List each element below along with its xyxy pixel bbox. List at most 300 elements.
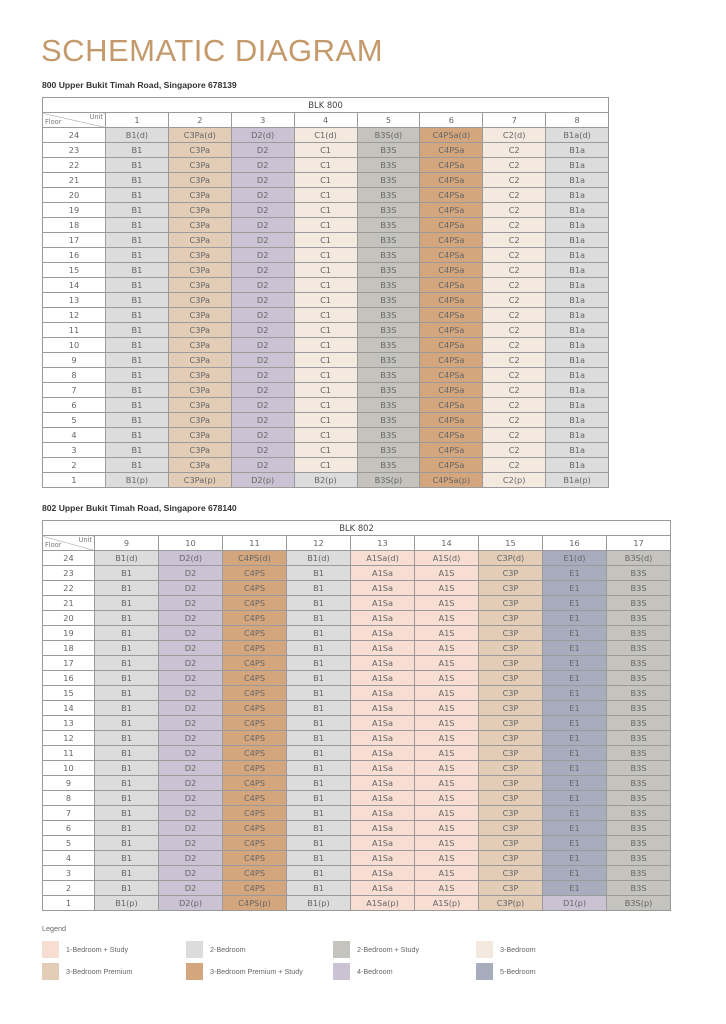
unit-type-cell: B1 <box>287 626 351 641</box>
block-header-row <box>43 98 609 113</box>
unit-type-cell: B3S <box>357 398 420 413</box>
unit-type-cell: B1 <box>95 851 159 866</box>
floor-row <box>43 428 609 443</box>
unit-type-cell: C1 <box>294 398 357 413</box>
floor-number: 2 <box>43 881 95 896</box>
unit-type-cell: B1 <box>95 866 159 881</box>
unit-type-cell: B1a <box>546 218 609 233</box>
unit-type-cell: B3S <box>607 881 671 896</box>
unit-type-cell: B3S <box>357 263 420 278</box>
unit-type-cell: B1a <box>546 368 609 383</box>
unit-type-cell: B1a <box>546 233 609 248</box>
unit-type-cell: E1 <box>543 746 607 761</box>
unit-type-cell: B1 <box>106 308 169 323</box>
floor-number: 20 <box>43 611 95 626</box>
floor-row <box>43 308 609 323</box>
unit-type-cell: C3P <box>479 686 543 701</box>
unit-type-cell: A1Sa <box>351 626 415 641</box>
unit-type-cell: C3Pa <box>168 413 231 428</box>
unit-type-cell: A1S <box>415 836 479 851</box>
floor-number: 17 <box>43 233 106 248</box>
unit-type-cell: C2 <box>483 383 546 398</box>
unit-type-cell: C3P <box>479 881 543 896</box>
unit-type-cell: C2 <box>483 188 546 203</box>
unit-type-cell: C1 <box>294 308 357 323</box>
unit-type-cell: E1 <box>543 671 607 686</box>
unit-type-cell: B3S <box>607 701 671 716</box>
unit-type-cell: A1Sa <box>351 761 415 776</box>
unit-type-cell: C3P(d) <box>479 551 543 566</box>
unit-type-cell: C2 <box>483 413 546 428</box>
floor-number: 4 <box>43 851 95 866</box>
unit-type-cell: E1 <box>543 776 607 791</box>
floor-row <box>43 701 671 716</box>
unit-type-cell: D2 <box>159 851 223 866</box>
unit-type-cell: C3Pa <box>168 218 231 233</box>
unit-type-cell: A1Sa <box>351 791 415 806</box>
unit-type-cell: C2 <box>483 308 546 323</box>
floor-row <box>43 731 671 746</box>
unit-type-cell: C3P <box>479 866 543 881</box>
floor-row <box>43 716 671 731</box>
floor-number: 9 <box>43 353 106 368</box>
unit-number: 15 <box>479 536 543 551</box>
unit-type-cell: C4PS(d) <box>223 551 287 566</box>
unit-type-cell: B1a <box>546 443 609 458</box>
unit-type-cell: B1a <box>546 428 609 443</box>
unit-type-cell: C1 <box>294 173 357 188</box>
unit-type-cell: C3Pa <box>168 458 231 473</box>
unit-type-cell: C3P <box>479 566 543 581</box>
unit-type-cell: C4PSa <box>420 218 483 233</box>
unit-type-cell: B1 <box>95 686 159 701</box>
unit-type-cell: C2 <box>483 203 546 218</box>
unit-type-cell: D1(p) <box>543 896 607 911</box>
floor-number: 22 <box>43 158 106 173</box>
unit-type-cell: B1a <box>546 308 609 323</box>
unit-type-cell: B1(d) <box>106 128 169 143</box>
floor-row <box>43 761 671 776</box>
floor-number: 18 <box>43 218 106 233</box>
floor-number: 9 <box>43 776 95 791</box>
unit-type-cell: D2 <box>231 458 294 473</box>
unit-type-cell: C3P <box>479 671 543 686</box>
unit-type-cell: C3Pa(d) <box>168 128 231 143</box>
unit-type-cell: E1 <box>543 626 607 641</box>
unit-type-cell: D2 <box>159 581 223 596</box>
floor-row <box>43 686 671 701</box>
unit-type-cell: B1a <box>546 398 609 413</box>
unit-type-cell: A1S(d) <box>415 551 479 566</box>
unit-type-cell: C3P <box>479 821 543 836</box>
unit-type-cell: C4PSa(d) <box>420 128 483 143</box>
unit-type-cell: E1 <box>543 581 607 596</box>
unit-type-cell: D2 <box>231 338 294 353</box>
floor-number: 4 <box>43 428 106 443</box>
unit-type-cell: D2 <box>159 866 223 881</box>
unit-type-cell: E1 <box>543 851 607 866</box>
unit-type-cell: B3S <box>357 158 420 173</box>
unit-type-cell: B1 <box>95 611 159 626</box>
unit-type-cell: C3P <box>479 776 543 791</box>
floor-row <box>43 278 609 293</box>
unit-type-cell: B3S <box>607 566 671 581</box>
unit-label: Unit <box>78 536 92 544</box>
unit-type-cell: C4PS <box>223 641 287 656</box>
unit-type-cell: D2 <box>159 566 223 581</box>
unit-type-cell: A1Sa <box>351 671 415 686</box>
unit-type-cell: B1 <box>287 881 351 896</box>
floor-number: 6 <box>43 398 106 413</box>
floor-row <box>43 188 609 203</box>
legend-swatch <box>476 941 493 958</box>
unit-type-cell: D2 <box>159 821 223 836</box>
unit-type-cell: B1 <box>95 701 159 716</box>
unit-type-cell: B3S <box>357 143 420 158</box>
unit-type-cell: C4PS <box>223 731 287 746</box>
unit-type-cell: B1 <box>95 596 159 611</box>
page-title: SCHEMATIC DIAGRAM <box>41 33 384 68</box>
unit-type-cell: E1 <box>543 791 607 806</box>
unit-type-cell: C3P <box>479 656 543 671</box>
unit-type-cell: B1 <box>287 566 351 581</box>
floor-number: 23 <box>43 143 106 158</box>
unit-type-cell: C3Pa <box>168 173 231 188</box>
unit-type-cell: B3S <box>607 716 671 731</box>
unit-type-cell: B1(p) <box>95 896 159 911</box>
unit-type-cell: C3P <box>479 851 543 866</box>
unit-type-cell: C4PS <box>223 881 287 896</box>
unit-type-cell: E1 <box>543 596 607 611</box>
floor-number: 11 <box>43 746 95 761</box>
unit-type-cell: C4PS <box>223 806 287 821</box>
unit-type-cell: C4PSa <box>420 368 483 383</box>
unit-type-cell: D2 <box>159 731 223 746</box>
unit-type-cell: B1 <box>95 806 159 821</box>
unit-type-cell: B1 <box>106 143 169 158</box>
floor-row <box>43 551 671 566</box>
floor-row <box>43 866 671 881</box>
unit-type-cell: B1 <box>95 566 159 581</box>
unit-type-cell: C4PS <box>223 836 287 851</box>
unit-type-cell: C2 <box>483 368 546 383</box>
unit-type-cell: C4PS <box>223 671 287 686</box>
unit-number: 12 <box>287 536 351 551</box>
unit-type-cell: A1Sa <box>351 611 415 626</box>
unit-type-cell: E1 <box>543 656 607 671</box>
unit-type-cell: C4PS <box>223 761 287 776</box>
unit-type-cell: B1 <box>287 746 351 761</box>
unit-type-cell: A1S <box>415 626 479 641</box>
unit-type-cell: B1 <box>106 323 169 338</box>
floor-number: 8 <box>43 368 106 383</box>
floor-row <box>43 443 609 458</box>
unit-type-cell: B3S <box>607 851 671 866</box>
unit-type-cell: B1 <box>106 428 169 443</box>
unit-type-cell: B1 <box>106 278 169 293</box>
legend-label: 5-Bedroom <box>500 967 536 976</box>
floor-label: Floor <box>45 118 62 126</box>
unit-type-cell: C3P <box>479 581 543 596</box>
unit-type-cell: A1S <box>415 881 479 896</box>
unit-type-cell: C2 <box>483 143 546 158</box>
floor-row <box>43 263 609 278</box>
legend-label: 2-Bedroom + Study <box>357 945 420 954</box>
unit-type-cell: D2 <box>231 308 294 323</box>
unit-type-cell: C4PSa(p) <box>420 473 483 488</box>
unit-type-cell: A1Sa <box>351 716 415 731</box>
unit-type-cell: C4PS <box>223 566 287 581</box>
unit-type-cell: C1 <box>294 263 357 278</box>
floor-number: 7 <box>43 806 95 821</box>
floor-row <box>43 626 671 641</box>
unit-type-cell: B1 <box>287 716 351 731</box>
unit-type-cell: C2(p) <box>483 473 546 488</box>
unit-type-cell: C4PSa <box>420 248 483 263</box>
unit-type-cell: C4PSa <box>420 173 483 188</box>
unit-type-cell: A1S <box>415 581 479 596</box>
unit-type-cell: B3S <box>607 731 671 746</box>
unit-type-cell: E1 <box>543 611 607 626</box>
unit-type-cell: A1S <box>415 776 479 791</box>
unit-type-cell: C3P <box>479 791 543 806</box>
unit-type-cell: D2 <box>231 263 294 278</box>
unit-type-cell: C4PS <box>223 581 287 596</box>
unit-type-cell: C3Pa <box>168 443 231 458</box>
unit-type-cell: B1 <box>95 746 159 761</box>
unit-type-cell: D2 <box>159 626 223 641</box>
unit-label: Unit <box>89 113 103 121</box>
unit-type-cell: C4PSa <box>420 398 483 413</box>
unit-type-cell: D2(d) <box>231 128 294 143</box>
unit-type-cell: B1 <box>106 173 169 188</box>
unit-type-cell: B3S(d) <box>357 128 420 143</box>
floor-row <box>43 746 671 761</box>
unit-type-cell: B3S <box>607 626 671 641</box>
unit-type-cell: B1 <box>95 791 159 806</box>
unit-type-cell: B1a <box>546 338 609 353</box>
block-name: BLK 802 <box>43 521 671 536</box>
legend-item <box>186 941 246 958</box>
unit-number: 2 <box>168 113 231 128</box>
unit-type-cell: C4PSa <box>420 323 483 338</box>
unit-type-cell: C3Pa(p) <box>168 473 231 488</box>
legend-label: 2-Bedroom <box>210 945 246 954</box>
floor-row <box>43 596 671 611</box>
unit-type-cell: D2 <box>231 218 294 233</box>
unit-type-cell: C4PS(p) <box>223 896 287 911</box>
unit-type-cell: B1 <box>95 716 159 731</box>
unit-type-cell: D2 <box>231 173 294 188</box>
unit-type-cell: B3S <box>357 413 420 428</box>
floor-number: 11 <box>43 323 106 338</box>
unit-type-cell: B1 <box>106 248 169 263</box>
unit-type-cell: C1 <box>294 338 357 353</box>
unit-type-cell: A1Sa <box>351 641 415 656</box>
unit-type-cell: C3Pa <box>168 158 231 173</box>
unit-type-cell: E1 <box>543 836 607 851</box>
unit-type-cell: B3S <box>607 581 671 596</box>
unit-number: 4 <box>294 113 357 128</box>
unit-type-cell: B3S <box>607 821 671 836</box>
unit-type-cell: D2(p) <box>231 473 294 488</box>
floor-row <box>43 641 671 656</box>
unit-type-cell: B1 <box>106 158 169 173</box>
unit-type-cell: B3S(d) <box>607 551 671 566</box>
floor-number: 24 <box>43 551 95 566</box>
unit-type-cell: B1(d) <box>95 551 159 566</box>
unit-type-cell: A1Sa <box>351 731 415 746</box>
unit-type-cell: B1 <box>287 731 351 746</box>
unit-type-cell: C3P <box>479 836 543 851</box>
unit-type-cell: C1 <box>294 383 357 398</box>
unit-type-cell: C3Pa <box>168 278 231 293</box>
floor-row <box>43 173 609 188</box>
unit-type-cell: A1S <box>415 761 479 776</box>
unit-type-cell: C3P <box>479 761 543 776</box>
legend-swatch <box>42 963 59 980</box>
floor-number: 1 <box>43 896 95 911</box>
unit-type-cell: B1 <box>287 596 351 611</box>
unit-type-cell: C4PSa <box>420 263 483 278</box>
unit-type-cell: C4PS <box>223 701 287 716</box>
unit-type-cell: C4PSa <box>420 158 483 173</box>
block-800-address: 800 Upper Bukit Timah Road, Singapore 678139 <box>42 80 237 90</box>
floor-row <box>43 473 609 488</box>
unit-type-cell: B1 <box>106 188 169 203</box>
unit-type-cell: C4PS <box>223 746 287 761</box>
unit-type-cell: D2(p) <box>159 896 223 911</box>
legend-item <box>476 941 536 958</box>
unit-type-cell: B3S <box>607 671 671 686</box>
legend-item <box>333 941 419 958</box>
unit-type-cell: C2 <box>483 293 546 308</box>
floor-number: 12 <box>43 308 106 323</box>
legend-item <box>333 963 393 980</box>
unit-type-cell: B3S <box>357 383 420 398</box>
unit-type-cell: B1 <box>95 626 159 641</box>
unit-type-cell: B3S <box>357 338 420 353</box>
unit-type-cell: B1 <box>106 338 169 353</box>
unit-type-cell: C4PSa <box>420 338 483 353</box>
floor-number: 8 <box>43 791 95 806</box>
unit-type-cell: B1a <box>546 263 609 278</box>
floor-number: 13 <box>43 293 106 308</box>
unit-type-cell: D2 <box>159 746 223 761</box>
unit-type-cell: C1 <box>294 203 357 218</box>
unit-type-cell: D2(d) <box>159 551 223 566</box>
unit-type-cell: B1 <box>106 458 169 473</box>
unit-type-cell: C3Pa <box>168 263 231 278</box>
unit-type-cell: D2 <box>159 761 223 776</box>
unit-type-cell: B3S <box>357 443 420 458</box>
floor-row <box>43 353 609 368</box>
floor-row <box>43 158 609 173</box>
unit-type-cell: E1 <box>543 881 607 896</box>
floor-row <box>43 656 671 671</box>
unit-type-cell: D2 <box>231 143 294 158</box>
floor-number: 22 <box>43 581 95 596</box>
unit-type-cell: B1 <box>95 656 159 671</box>
floor-number: 19 <box>43 203 106 218</box>
unit-type-cell: A1Sa <box>351 746 415 761</box>
floor-row <box>43 458 609 473</box>
unit-type-cell: B1a <box>546 173 609 188</box>
floor-row <box>43 128 609 143</box>
floor-number: 20 <box>43 188 106 203</box>
unit-type-cell: A1Sa <box>351 581 415 596</box>
unit-type-cell: B1a <box>546 458 609 473</box>
unit-type-cell: B3S <box>357 293 420 308</box>
unit-type-cell: C1 <box>294 413 357 428</box>
legend-label: 3-Bedroom Premium + Study <box>210 967 303 976</box>
unit-type-cell: C4PS <box>223 851 287 866</box>
floor-row <box>43 293 609 308</box>
unit-type-cell: C2 <box>483 353 546 368</box>
unit-type-cell: A1S <box>415 566 479 581</box>
unit-type-cell: C3P <box>479 611 543 626</box>
unit-type-cell: D2 <box>231 248 294 263</box>
unit-type-cell: D2 <box>231 203 294 218</box>
unit-type-cell: C3P <box>479 746 543 761</box>
unit-type-cell: A1Sa <box>351 596 415 611</box>
unit-type-cell: B1a <box>546 248 609 263</box>
floor-number: 16 <box>43 248 106 263</box>
unit-number: 3 <box>231 113 294 128</box>
unit-type-cell: B1 <box>95 671 159 686</box>
unit-type-cell: D2 <box>159 656 223 671</box>
unit-type-cell: C2 <box>483 233 546 248</box>
unit-type-cell: C4PSa <box>420 203 483 218</box>
unit-type-cell: B1a(d) <box>546 128 609 143</box>
unit-type-cell: E1 <box>543 761 607 776</box>
unit-type-cell: E1 <box>543 806 607 821</box>
unit-type-cell: A1Sa <box>351 866 415 881</box>
unit-type-cell: B1 <box>95 761 159 776</box>
unit-type-cell: B1a <box>546 293 609 308</box>
unit-type-cell: C4PS <box>223 656 287 671</box>
unit-type-cell: D2 <box>159 806 223 821</box>
floor-row <box>43 398 609 413</box>
unit-type-cell: A1Sa <box>351 881 415 896</box>
unit-type-cell: B3S <box>607 806 671 821</box>
floor-number: 21 <box>43 173 106 188</box>
unit-type-cell: E1 <box>543 731 607 746</box>
unit-type-cell: C2(d) <box>483 128 546 143</box>
unit-type-cell: B1a <box>546 188 609 203</box>
unit-type-cell: C4PS <box>223 596 287 611</box>
unit-type-cell: C1 <box>294 233 357 248</box>
unit-type-cell: C3P <box>479 626 543 641</box>
unit-type-cell: C1 <box>294 323 357 338</box>
unit-type-cell: C3Pa <box>168 188 231 203</box>
unit-type-cell: C2 <box>483 248 546 263</box>
unit-type-cell: B1 <box>287 806 351 821</box>
unit-type-cell: E1 <box>543 821 607 836</box>
unit-number: 11 <box>223 536 287 551</box>
legend-item <box>186 963 303 980</box>
unit-type-cell: A1S <box>415 821 479 836</box>
unit-type-cell: D2 <box>231 158 294 173</box>
unit-type-cell: C4PSa <box>420 443 483 458</box>
unit-type-cell: B1a <box>546 143 609 158</box>
unit-type-cell: B3S <box>607 836 671 851</box>
unit-type-cell: B1 <box>287 761 351 776</box>
floor-number: 7 <box>43 383 106 398</box>
unit-type-cell: C3Pa <box>168 428 231 443</box>
unit-type-cell: C2 <box>483 263 546 278</box>
unit-type-cell: C4PSa <box>420 458 483 473</box>
